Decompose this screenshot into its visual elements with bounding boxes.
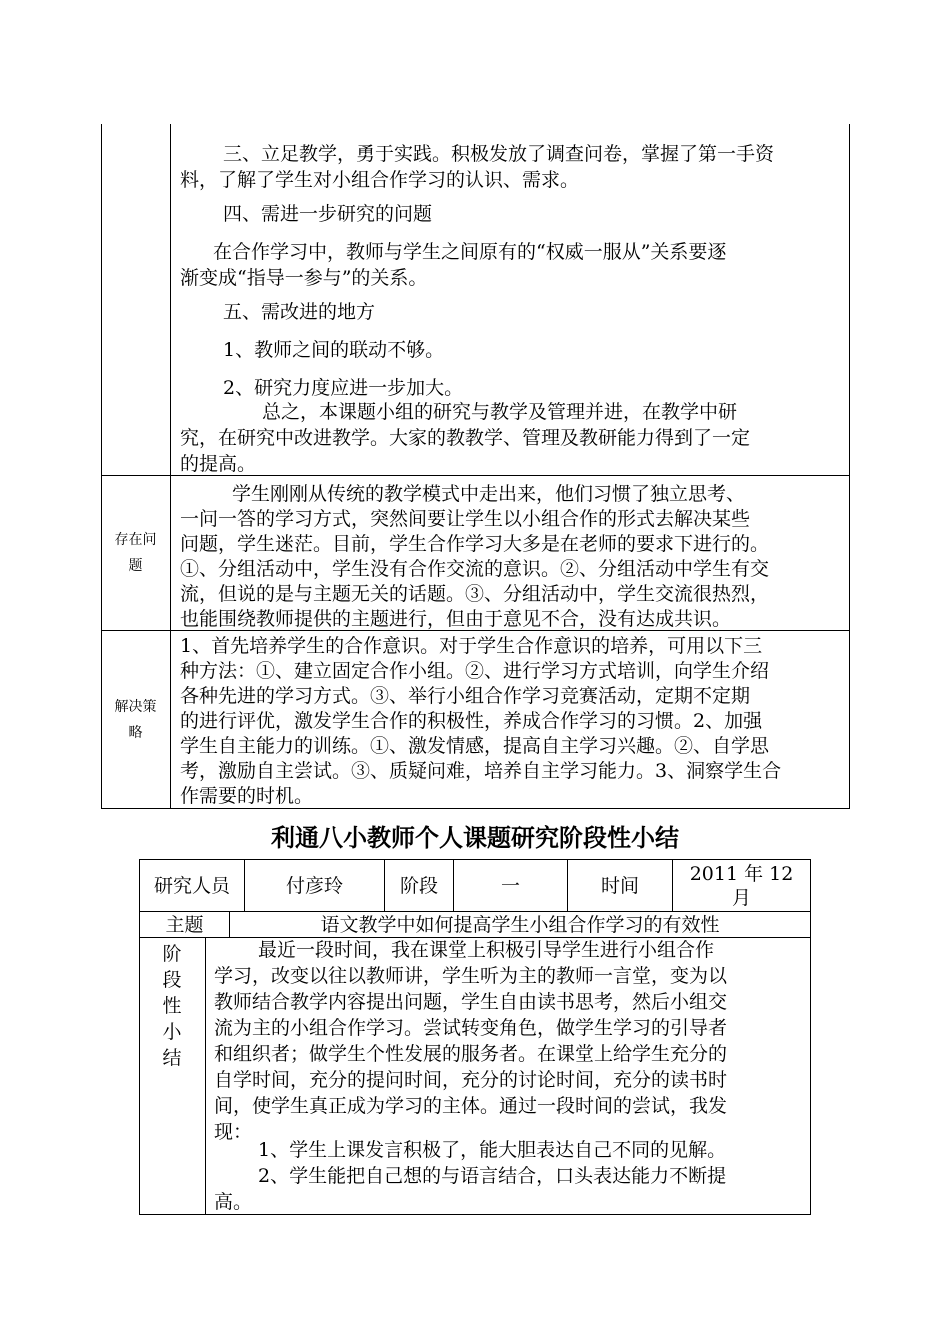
paragraph-line: 高。 [214, 1191, 253, 1213]
paragraph-line: 流，但说的是与主题无关的话题。③、分组活动中，学生交流很热烈， [180, 583, 770, 605]
paragraph-line: 问题，学生迷茫。目前，学生合作学习大多是在老师的要求下进行的。 [180, 533, 770, 555]
paragraph-line: 渐变成“指导一参与”的关系。 [180, 267, 428, 289]
paragraph-line: 一问一答的学习方式，突然间要让学生以小组合作的形式去解决某些 [180, 508, 751, 530]
section-heading: 四、需进一步研究的问题 [223, 203, 433, 225]
row-label-line: 存在问 [114, 532, 157, 548]
paragraph-line: 间，使学生真正成为学习的主体。通过一段时间的尝试，我发 [214, 1095, 728, 1117]
row-label-strategy [101, 694, 170, 746]
list-item: 2、学生能把自己想的与语言结合，口头表达能力不断提 [258, 1165, 727, 1187]
researcher-label: 研究人员 [153, 874, 230, 897]
paragraph-line: 的提高。 [180, 453, 257, 475]
summary-label-char: 性 [162, 995, 182, 1017]
row-label-problems [101, 527, 170, 579]
row-label-line: 解决策 [114, 699, 157, 715]
paragraph-line: ①、分组活动中，学生没有合作交流的意识。②、分组活动中学生有交 [180, 558, 770, 580]
paragraph-line: 在合作学习中，教师与学生之间原有的“权威一服从”关系要逐 [213, 241, 727, 263]
row-label-line: 题 [128, 558, 143, 574]
paragraph-line: 现： [214, 1121, 253, 1143]
summary-label-char: 结 [162, 1047, 182, 1069]
time-value-line: 月 [731, 886, 751, 909]
paragraph-line: 种方法：①、建立固定合作小组。②、进行学习方式培训，向学生介绍 [180, 660, 770, 682]
summary-label-char: 阶 [162, 943, 182, 965]
table2-right-border [810, 859, 811, 1215]
section-heading: 五、需改进的地方 [223, 301, 376, 323]
page-title: 利通八小教师个人课题研究阶段性小结 [271, 824, 679, 852]
paragraph-line: 最近一段时间，我在课堂上积极引导学生进行小组合作 [258, 939, 715, 961]
paragraph-line: 各种先进的学习方式。③、举行小组合作学习竞赛活动，定期不定期 [180, 685, 751, 707]
paragraph-line: 三、立足教学，勇于实践。积极发放了调查问卷，掌握了第一手资 [223, 143, 775, 165]
paragraph-line: 总之，本课题小组的研究与教学及管理并进，在教学中研 [262, 401, 738, 423]
paragraph-line: 考，激励自主尝试。③、质疑问难，培养自主学习能力。3、洞察学生合 [180, 760, 782, 782]
time-value-line: 2011 年 12 [689, 862, 794, 885]
paragraph-line: 1、首先培养学生的合作意识。对于学生合作意识的培养，可用以下三 [180, 635, 763, 657]
topic-label: 主题 [165, 913, 204, 936]
paragraph-line: 料，了解了学生对小组合作学习的认识、需求。 [180, 169, 580, 191]
stage-value: 一 [500, 874, 520, 897]
paragraph-line: 的进行评优，激发学生合作的积极性，养成合作学习的习惯。2、加强 [180, 710, 763, 732]
paragraph-line: 教师结合教学内容提出问题，学生自由读书思考，然后小组交 [214, 991, 728, 1013]
list-item: 2、研究力度应进一步加大。 [223, 377, 464, 399]
summary-label-char: 段 [162, 969, 182, 991]
row-label-line: 略 [128, 725, 143, 741]
paragraph-line: 自学时间，充分的提问时间，充分的讨论时间，充分的读书时 [214, 1069, 728, 1091]
paragraph-line: 流为主的小组合作学习。尝试转变角色，做学生学习的引导者 [214, 1017, 728, 1039]
researcher-name: 付彦玲 [285, 874, 343, 897]
col-divider [205, 937, 206, 1214]
time-label: 时间 [600, 874, 639, 897]
list-item: 1、学生上课发言积极了，能大胆表达自己不同的见解。 [258, 1139, 727, 1161]
time-value [673, 860, 810, 911]
table1-right-border [849, 124, 850, 809]
summary-label-char: 小 [162, 1021, 182, 1043]
paragraph-line: 学生刚刚从传统的教学模式中走出来，他们习惯了独立思考、 [232, 483, 746, 505]
paragraph-line: 也能围绕教师提供的主题进行，但由于意见不合，没有达成共识。 [180, 608, 732, 630]
paragraph-line: 作需要的时机。 [180, 785, 314, 807]
paragraph-line: 学习，改变以往以教师讲，学生听为主的教师一言堂，变为以 [214, 965, 728, 987]
paragraph-line: 学生自主能力的训练。①、激发情感，提高自主学习兴趣。②、自学思 [180, 735, 770, 757]
paragraph-line: 和组织者；做学生个性发展的服务者。在课堂上给学生充分的 [214, 1043, 728, 1065]
topic-value: 语文教学中如何提高学生小组合作学习的有效性 [320, 913, 720, 936]
stage-label: 阶段 [399, 874, 438, 897]
list-item: 1、教师之间的联动不够。 [223, 339, 445, 361]
table1-col-divider [170, 124, 171, 809]
paragraph-line: 究，在研究中改进教学。大家的教教学、管理及教研能力得到了一定 [180, 427, 751, 449]
